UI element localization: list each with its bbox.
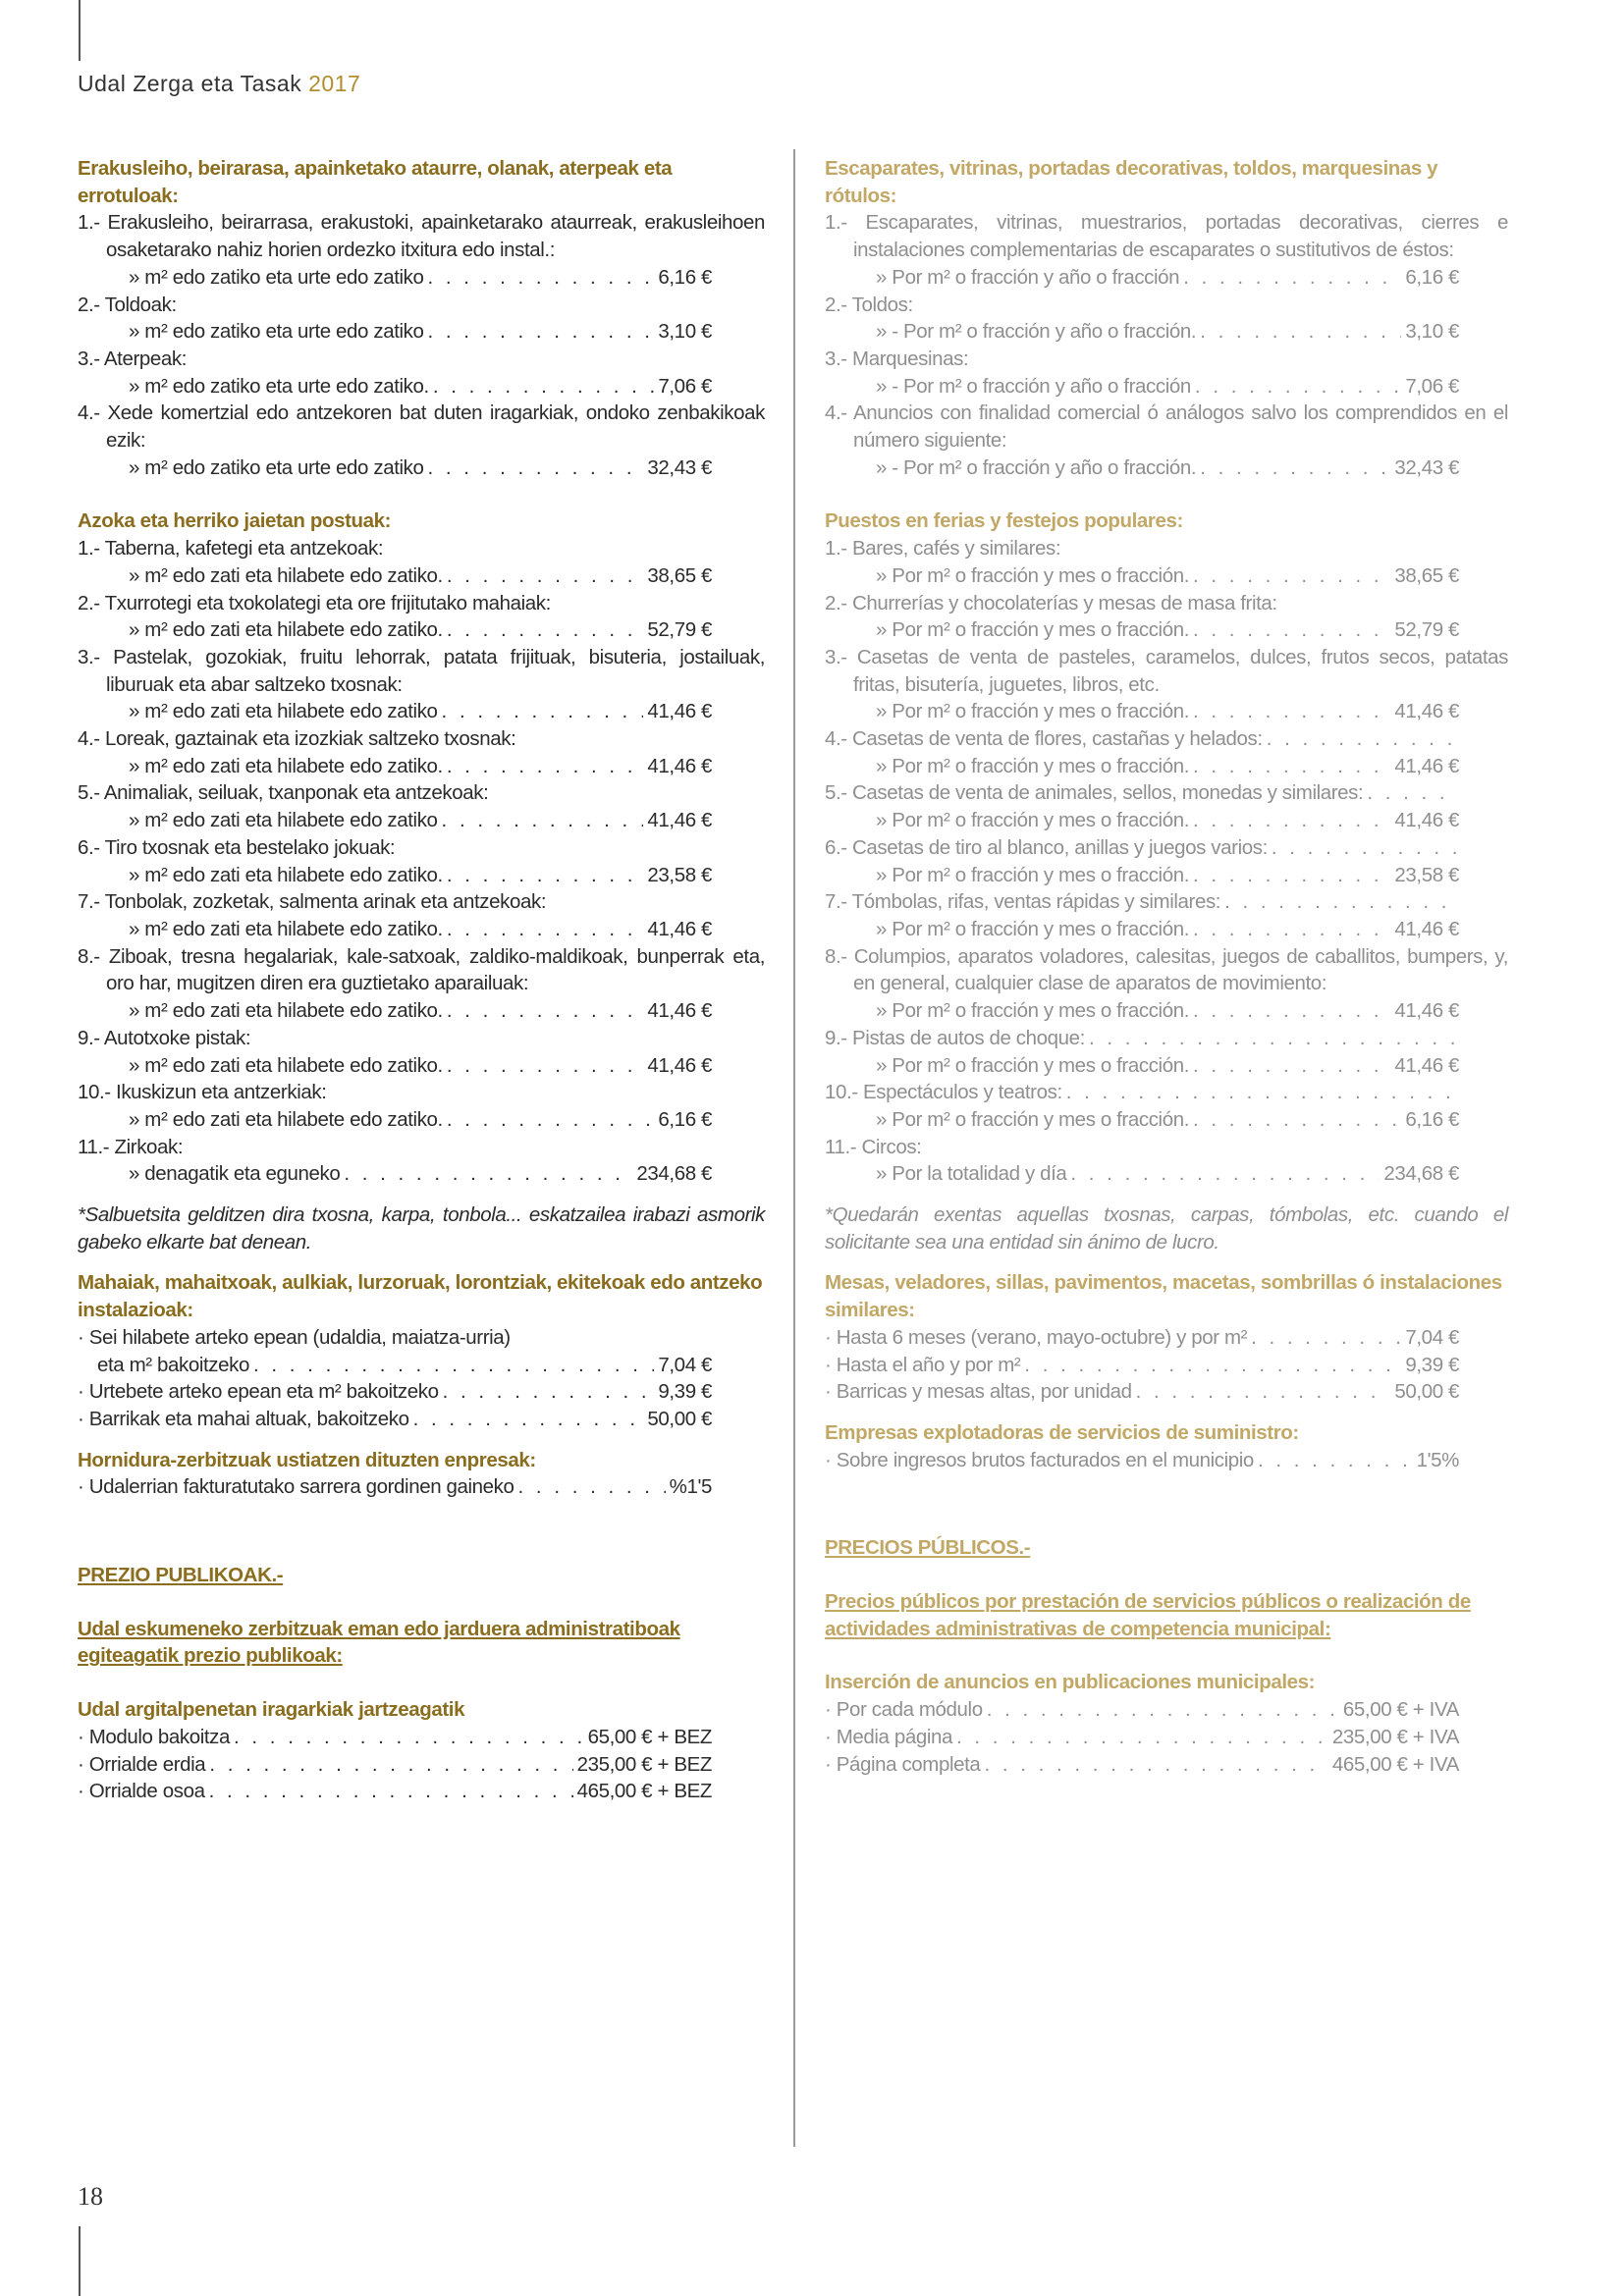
- rate-row: [78, 698, 712, 725]
- rate-row: [825, 916, 1459, 943]
- rate-value: 41,46 €: [1394, 1053, 1459, 1077]
- item-title: 8.- Ziboak, tresna hegalariak, kale-satxoak, zaldiko-maldikoak, bunperrak eta, oro har, mugitzen diren era guztietako aparailuak:: [78, 944, 765, 995]
- item-title-row: [78, 1025, 765, 1052]
- rate-value: 50,00 €: [1394, 1380, 1459, 1404]
- rate-row: [78, 1724, 712, 1751]
- rate-label: · Hasta 6 meses (verano, mayo-octubre) y por m²: [825, 1325, 1248, 1349]
- rate-label: » Por m² o fracción y mes o fracción.: [876, 999, 1190, 1023]
- rate-value: 32,43 €: [1394, 455, 1459, 479]
- rate-value: 52,79 €: [1394, 618, 1459, 642]
- rate-value: 38,65 €: [1394, 563, 1459, 587]
- rate-row: [78, 1751, 712, 1779]
- dot-leader: [443, 1378, 655, 1406]
- rate-row: [825, 997, 1459, 1025]
- rate-value: 9,39 €: [1405, 1353, 1459, 1376]
- item-title: 5.- Animaliak, seiluak, txanponak eta antzekoak:: [78, 781, 489, 805]
- rate-label: » Por m² o fracción y mes o fracción.: [876, 863, 1190, 886]
- spacer: [825, 1406, 1508, 1419]
- item-title: 9.- Autotxoke pistak:: [78, 1026, 251, 1049]
- rate-label: » Por m² o fracción y mes o fracción.: [876, 700, 1190, 723]
- rate-row: [825, 1052, 1459, 1080]
- item-title-row: [825, 1025, 1459, 1052]
- dot-leader: [1367, 779, 1459, 807]
- item-title: 4.- Xede komertzial edo antzekoren bat duten iragarkiak, ondoko zenbakikoak ezik:: [78, 401, 765, 453]
- rate-value: 465,00 € + IVA: [1331, 1752, 1459, 1776]
- rate-value: 52,79 €: [647, 618, 712, 642]
- rate-label: » m² edo zati eta hilabete edo zatiko: [129, 809, 438, 832]
- dot-leader: [1024, 1352, 1401, 1379]
- rate-value: 7,06 €: [1405, 374, 1459, 398]
- rate-row: [825, 1352, 1459, 1379]
- item-title: 4.- Casetas de venta de flores, castañas y helados:: [825, 727, 1263, 751]
- dot-leader: [1070, 1160, 1380, 1188]
- rate-value: 235,00 € + BEZ: [576, 1752, 712, 1776]
- rate-label: » Por m² o fracción y mes o fracción.: [876, 1107, 1190, 1131]
- dot-leader: [447, 1106, 655, 1134]
- rate-label: » m² edo zati eta hilabete edo zatiko.: [129, 917, 443, 940]
- dot-leader: [1267, 725, 1459, 753]
- rate-value: 234,68 €: [636, 1162, 712, 1186]
- rate-value: 6,16 €: [658, 265, 712, 289]
- section-heading: Mahaiak, mahaitxoak, aulkiak, lurzoruak, lorontziak, ekitekoak edo antzeko instalazioak:: [78, 1271, 763, 1322]
- spacer: [78, 1589, 765, 1616]
- dot-leader: [428, 454, 644, 482]
- dot-leader: [1066, 1079, 1459, 1106]
- rate-row: [825, 1106, 1459, 1134]
- spacer: [78, 1255, 765, 1269]
- dot-leader: [209, 1778, 573, 1805]
- rate-label: » m² edo zatiko eta urte edo zatiko.: [129, 374, 429, 398]
- rate-value: 41,46 €: [647, 999, 712, 1023]
- rate-row: [78, 1378, 712, 1406]
- item-title: 2.- Toldos:: [825, 293, 913, 316]
- section-heading: Mesas, veladores, sillas, pavimentos, macetas, sombrillas ó instalaciones similares:: [825, 1271, 1502, 1322]
- bullet-item: · Sei hilabete arteko epean (udaldia, maiatza-urria): [78, 1325, 511, 1349]
- rate-label: · Urtebete arteko epean eta m² bakoitzeko: [78, 1380, 439, 1404]
- section-heading-underlined: Udal eskumeneko zerbitzuak eman edo jarduera administratiboak egiteagatik prezio publikoak:: [78, 1617, 680, 1668]
- section-heading: Azoka eta herriko jaietan postuak:: [78, 509, 392, 533]
- rate-label: · Sobre ingresos brutos facturados en el municipio: [825, 1448, 1254, 1471]
- dot-leader: [253, 1352, 654, 1379]
- rate-row: [825, 1324, 1459, 1352]
- dot-leader: [234, 1724, 584, 1751]
- dot-leader: [1089, 1025, 1459, 1052]
- rate-value: 41,46 €: [1394, 999, 1459, 1023]
- rate-label: » - Por m² o fracción y año o fracción: [876, 374, 1191, 398]
- dot-leader: [447, 753, 644, 780]
- rate-label: eta m² bakoitzeko: [97, 1353, 249, 1376]
- item-title: 1.- Taberna, kafetegi eta antzekoak:: [78, 537, 384, 561]
- top-rule: [79, 0, 81, 61]
- section-heading-underlined: Precios públicos por prestación de servicios públicos o realización de actividades administrativas de competencia municipal:: [825, 1590, 1471, 1640]
- header-year: 2017: [308, 71, 361, 96]
- rate-row: [78, 1473, 712, 1501]
- dot-leader: [1193, 862, 1390, 889]
- rate-value: 23,58 €: [647, 863, 712, 886]
- rate-label: » m² edo zatiko eta urte edo zatiko: [129, 455, 424, 479]
- item-title: 10.- Ikuskizun eta antzerkiak:: [78, 1081, 327, 1104]
- rate-value: 23,58 €: [1394, 863, 1459, 886]
- rate-row: [78, 318, 712, 346]
- spacer: [825, 481, 1508, 507]
- dot-leader: [956, 1724, 1328, 1751]
- rate-value: 65,00 € + BEZ: [587, 1725, 712, 1748]
- rate-value: 65,00 € + IVA: [1342, 1698, 1459, 1722]
- rate-label: » m² edo zati eta hilabete edo zatiko.: [129, 1107, 443, 1131]
- rate-row: [825, 862, 1459, 889]
- footnote: *Quedarán exentas aquellas txosnas, carpas, tómbolas, etc. cuando el solicitante sea una entidad sin ánimo de lucro.: [825, 1203, 1508, 1254]
- dot-leader: [447, 562, 644, 590]
- rate-label: » Por la totalidad y día: [876, 1162, 1067, 1186]
- item-title: 3.- Pastelak, gozokiak, fruitu lehorrak, patata frijituak, bisuteria, jostailuak, liburuak eta abar saltzeko txosnak:: [78, 645, 765, 696]
- item-title: 2.- Churrerías y chocolaterías y mesas de masa frita:: [825, 591, 1277, 614]
- spacer: [78, 1670, 765, 1696]
- dot-leader: [1183, 264, 1401, 292]
- rate-value: 7,04 €: [658, 1353, 712, 1376]
- rate-value: 3,10 €: [1405, 320, 1459, 344]
- rate-row: [78, 1106, 712, 1134]
- dot-leader: [987, 1696, 1339, 1724]
- rate-value: 6,16 €: [1405, 1107, 1459, 1131]
- rate-value: 9,39 €: [658, 1380, 712, 1404]
- rate-label: · Modulo bakoitza: [78, 1725, 231, 1748]
- dot-leader: [1193, 1106, 1401, 1134]
- rate-row: [825, 1724, 1459, 1751]
- running-header: [78, 71, 360, 97]
- item-title: 7.- Tómbolas, rifas, ventas rápidas y similares:: [825, 890, 1221, 914]
- dot-leader: [518, 1473, 666, 1501]
- rate-label: · Orrialde osoa: [78, 1780, 205, 1803]
- rate-label: » m² edo zati eta hilabete edo zatiko.: [129, 1053, 443, 1077]
- item-title: 9.- Pistas de autos de choque:: [825, 1026, 1085, 1049]
- rate-label: » Por m² o fracción y mes o fracción.: [876, 754, 1190, 777]
- item-title-row: [825, 779, 1459, 807]
- rate-value: 41,46 €: [1394, 809, 1459, 832]
- rate-label: · Barrikak eta mahai altuak, bakoitzeko: [78, 1407, 409, 1430]
- rate-label: » Por m² o fracción y mes o fracción.: [876, 563, 1190, 587]
- section-heading: Erakusleiho, beirarasa, apainketako ataurre, olanak, aterpeak eta errotuloak:: [78, 157, 673, 207]
- dot-leader: [1258, 1447, 1413, 1474]
- rate-value: 41,46 €: [647, 700, 712, 723]
- dot-leader: [1200, 454, 1390, 482]
- section-heading: Puestos en ferias y festejos populares:: [825, 509, 1183, 533]
- item-title: 5.- Casetas de venta de animales, sellos, monedas y similares:: [825, 781, 1364, 805]
- rate-row: [78, 1778, 712, 1805]
- rate-label: · Orrialde erdia: [78, 1752, 206, 1776]
- rate-label: · Media página: [825, 1725, 953, 1748]
- rate-row: [78, 1052, 712, 1080]
- spacer: [825, 1562, 1508, 1588]
- rate-row: [78, 807, 712, 834]
- spacer: [825, 1255, 1508, 1269]
- rate-label: · Por cada módulo: [825, 1698, 983, 1722]
- rate-row: [825, 1378, 1459, 1406]
- rate-label: » m² edo zati eta hilabete edo zatiko.: [129, 754, 443, 777]
- dot-leader: [1193, 1052, 1390, 1080]
- rate-value: %1'5: [669, 1475, 712, 1499]
- item-title: 11.- Circos:: [825, 1135, 922, 1158]
- rate-label: » m² edo zati eta hilabete edo zatiko.: [129, 999, 443, 1023]
- spacer: [825, 1188, 1508, 1201]
- rate-value: 41,46 €: [647, 809, 712, 832]
- rate-value: 41,46 €: [1394, 700, 1459, 723]
- item-title: 1.- Escaparates, vitrinas, muestrarios, portadas decorativas, cierres e instalaciones complementarias de escaparates o sustitutivos de éstos:: [825, 211, 1508, 262]
- spanish-column: [825, 155, 1508, 1778]
- item-title: 8.- Columpios, aparatos voladores, calesitas, juegos de caballitos, bumpers, y, en general, cualquier clase de aparatos de movimiento:: [825, 944, 1508, 995]
- page-number: 18: [78, 2182, 103, 2211]
- item-title: 6.- Tiro txosnak eta bestelako jokuak:: [78, 835, 396, 859]
- dot-leader: [428, 264, 655, 292]
- dot-leader: [413, 1406, 644, 1433]
- rate-label: · Barricas y mesas altas, por unidad: [825, 1380, 1132, 1404]
- item-title: 1.- Erakusleiho, beirarrasa, erakustoki, apainketarako ataurreak, erakusleihoen osaketarako nahiz horien ordezko itxitura edo instal.:: [78, 211, 765, 262]
- dot-leader: [209, 1751, 572, 1779]
- rate-value: 1'5%: [1416, 1448, 1459, 1471]
- rate-value: 50,00 €: [647, 1407, 712, 1430]
- rate-value: 3,10 €: [658, 320, 712, 344]
- dot-leader: [1193, 562, 1390, 590]
- item-title: 7.- Tonbolak, zozketak, salmenta arinak eta antzekoak:: [78, 890, 547, 914]
- rate-label: » m² edo zati eta hilabete edo zatiko: [129, 700, 438, 723]
- rate-row: [825, 616, 1459, 644]
- rate-label: » m² edo zati eta hilabete edo zatiko.: [129, 563, 443, 587]
- rate-row: [825, 318, 1459, 346]
- rate-value: 6,16 €: [658, 1107, 712, 1131]
- dot-leader: [1193, 997, 1390, 1025]
- rate-row: [78, 997, 712, 1025]
- rate-row: [78, 616, 712, 644]
- rate-label: » m² edo zatiko eta urte edo zatiko: [129, 320, 424, 344]
- rate-row: [78, 562, 712, 590]
- spacer: [78, 1433, 765, 1447]
- item-title-row: [78, 834, 765, 862]
- rate-label: · Udalerrian fakturatutako sarrera gordinen gaineko: [78, 1475, 514, 1499]
- item-title-row: [78, 725, 765, 753]
- rate-value: 38,65 €: [647, 563, 712, 587]
- rate-value: 6,16 €: [1405, 265, 1459, 289]
- rate-value: 32,43 €: [647, 455, 712, 479]
- item-title-row: [825, 1079, 1459, 1106]
- spacer: [78, 1188, 765, 1201]
- dot-leader: [1193, 807, 1390, 834]
- item-title: 2.- Toldoak:: [78, 293, 177, 316]
- rate-row: [825, 753, 1459, 780]
- rate-value: 41,46 €: [1394, 754, 1459, 777]
- section-heading: Udal argitalpenetan iragarkiak jartzeagatik: [78, 1698, 465, 1722]
- item-title: 11.- Zirkoak:: [78, 1135, 184, 1158]
- item-title: 3.- Marquesinas:: [825, 347, 969, 370]
- item-title: 3.- Casetas de venta de pasteles, caramelos, dulces, frutos secos, patatas fritas, bisutería, juguetes, libros, etc.: [825, 645, 1508, 696]
- item-title: 3.- Aterpeak:: [78, 347, 188, 370]
- rate-row: [825, 1751, 1459, 1779]
- item-title-row: [78, 888, 765, 916]
- item-title-row: [825, 834, 1459, 862]
- basque-column: [78, 155, 765, 1805]
- dot-leader: [442, 807, 644, 834]
- dot-leader: [1136, 1378, 1391, 1406]
- rate-label: » Por m² o fracción y mes o fracción.: [876, 1053, 1190, 1077]
- rate-value: 235,00 € + IVA: [1331, 1725, 1459, 1748]
- rate-label: » m² edo zati eta hilabete edo zatiko.: [129, 863, 443, 886]
- section-heading: Inserción de anuncios en publicaciones municipales:: [825, 1671, 1316, 1694]
- section-heading: Escaparates, vitrinas, portadas decorativas, toldos, marquesinas y rótulos:: [825, 157, 1438, 207]
- dot-leader: [1193, 698, 1390, 725]
- dot-leader: [447, 997, 644, 1025]
- dot-leader: [1195, 373, 1401, 400]
- rate-label: » Por m² o fracción y mes o fracción.: [876, 809, 1190, 832]
- dot-leader: [984, 1751, 1327, 1779]
- item-title-row: [825, 888, 1459, 916]
- item-title-row: [78, 779, 765, 807]
- dot-leader: [428, 318, 655, 346]
- rate-value: 41,46 €: [647, 917, 712, 940]
- rate-label: » m² edo zatiko eta urte edo zatiko: [129, 265, 424, 289]
- rate-row: [825, 454, 1459, 482]
- rate-label: » - Por m² o fracción y año o fracción.: [876, 320, 1197, 344]
- item-title-row: [825, 725, 1459, 753]
- rate-row: [78, 862, 712, 889]
- rate-row: [78, 1160, 712, 1188]
- rate-value: 465,00 € + BEZ: [576, 1780, 712, 1803]
- rate-value: 41,46 €: [647, 754, 712, 777]
- dot-leader: [447, 916, 644, 943]
- rate-value: 41,46 €: [1394, 917, 1459, 940]
- dot-leader: [447, 616, 644, 644]
- dot-leader: [1193, 916, 1390, 943]
- rate-row: [78, 753, 712, 780]
- item-title: 2.- Txurrotegi eta txokolategi eta ore frijitutako mahaiak:: [78, 591, 551, 614]
- dot-leader: [1224, 888, 1459, 916]
- spacer: [825, 1642, 1508, 1669]
- section-heading-underlined: PRECIOS PÚBLICOS.-: [825, 1536, 1031, 1560]
- dot-leader: [1272, 834, 1459, 862]
- dot-leader: [447, 862, 644, 889]
- rate-label: · Página completa: [825, 1752, 981, 1776]
- rate-row: [78, 373, 712, 400]
- section-heading: Empresas explotadoras de servicios de suministro:: [825, 1420, 1299, 1444]
- rate-row: [78, 1352, 712, 1379]
- section-heading: Hornidura-zerbitzuak ustiatzen dituzten enpresak:: [78, 1448, 536, 1471]
- item-title: 4.- Anuncios con finalidad comercial ó análogos salvo los comprendidos en el número siguiente:: [825, 401, 1508, 453]
- spacer: [78, 1501, 765, 1562]
- item-title-row: [78, 1079, 765, 1106]
- rate-value: 7,06 €: [658, 374, 712, 398]
- rate-row: [825, 807, 1459, 834]
- rate-row: [825, 264, 1459, 292]
- item-title: 1.- Bares, cafés y similares:: [825, 537, 1061, 561]
- rate-row: [78, 1406, 712, 1433]
- rate-value: 7,04 €: [1405, 1325, 1459, 1349]
- dot-leader: [1193, 753, 1390, 780]
- dot-leader: [344, 1160, 632, 1188]
- rate-row: [825, 1447, 1459, 1474]
- column-divider: [793, 149, 795, 2147]
- rate-row: [78, 264, 712, 292]
- dot-leader: [447, 1052, 644, 1080]
- rate-row: [825, 1160, 1459, 1188]
- spacer: [78, 481, 765, 507]
- header-title: Udal Zerga eta Tasak: [78, 71, 302, 96]
- rate-row: [825, 373, 1459, 400]
- rate-row: [78, 916, 712, 943]
- item-title: 6.- Casetas de tiro al blanco, anillas y juegos varios:: [825, 835, 1268, 859]
- footnote: *Salbuetsita gelditzen dira txosna, karpa, tonbola... eskatzailea irabazi asmorik gabeko elkarte bat denean.: [78, 1203, 765, 1254]
- spacer: [825, 1473, 1508, 1534]
- item-title: 10.- Espectáculos y teatros:: [825, 1081, 1062, 1104]
- dot-leader: [1200, 318, 1401, 346]
- section-heading-underlined: PREZIO PUBLIKOAK.-: [78, 1564, 284, 1587]
- rate-row: [78, 454, 712, 482]
- rate-label: · Hasta el año y por m²: [825, 1353, 1021, 1376]
- rate-value: 234,68 €: [1383, 1162, 1459, 1186]
- rate-label: » Por m² o fracción y mes o fracción.: [876, 618, 1190, 642]
- rate-row: [825, 698, 1459, 725]
- rate-value: 41,46 €: [647, 1053, 712, 1077]
- dot-leader: [1251, 1324, 1401, 1352]
- dot-leader: [442, 698, 644, 725]
- dot-leader: [433, 373, 655, 400]
- item-title: 4.- Loreak, gaztainak eta izozkiak saltzeko txosnak:: [78, 727, 516, 751]
- rate-label: » Por m² o fracción y año o fracción: [876, 265, 1180, 289]
- bottom-rule: [79, 2226, 81, 2296]
- rate-row: [825, 562, 1459, 590]
- rate-label: » - Por m² o fracción y año o fracción.: [876, 455, 1197, 479]
- dot-leader: [1193, 616, 1390, 644]
- rate-label: » Por m² o fracción y mes o fracción.: [876, 917, 1190, 940]
- rate-row: [825, 1696, 1459, 1724]
- rate-label: » m² edo zati eta hilabete edo zatiko.: [129, 618, 443, 642]
- rate-label: » denagatik eta eguneko: [129, 1162, 341, 1186]
